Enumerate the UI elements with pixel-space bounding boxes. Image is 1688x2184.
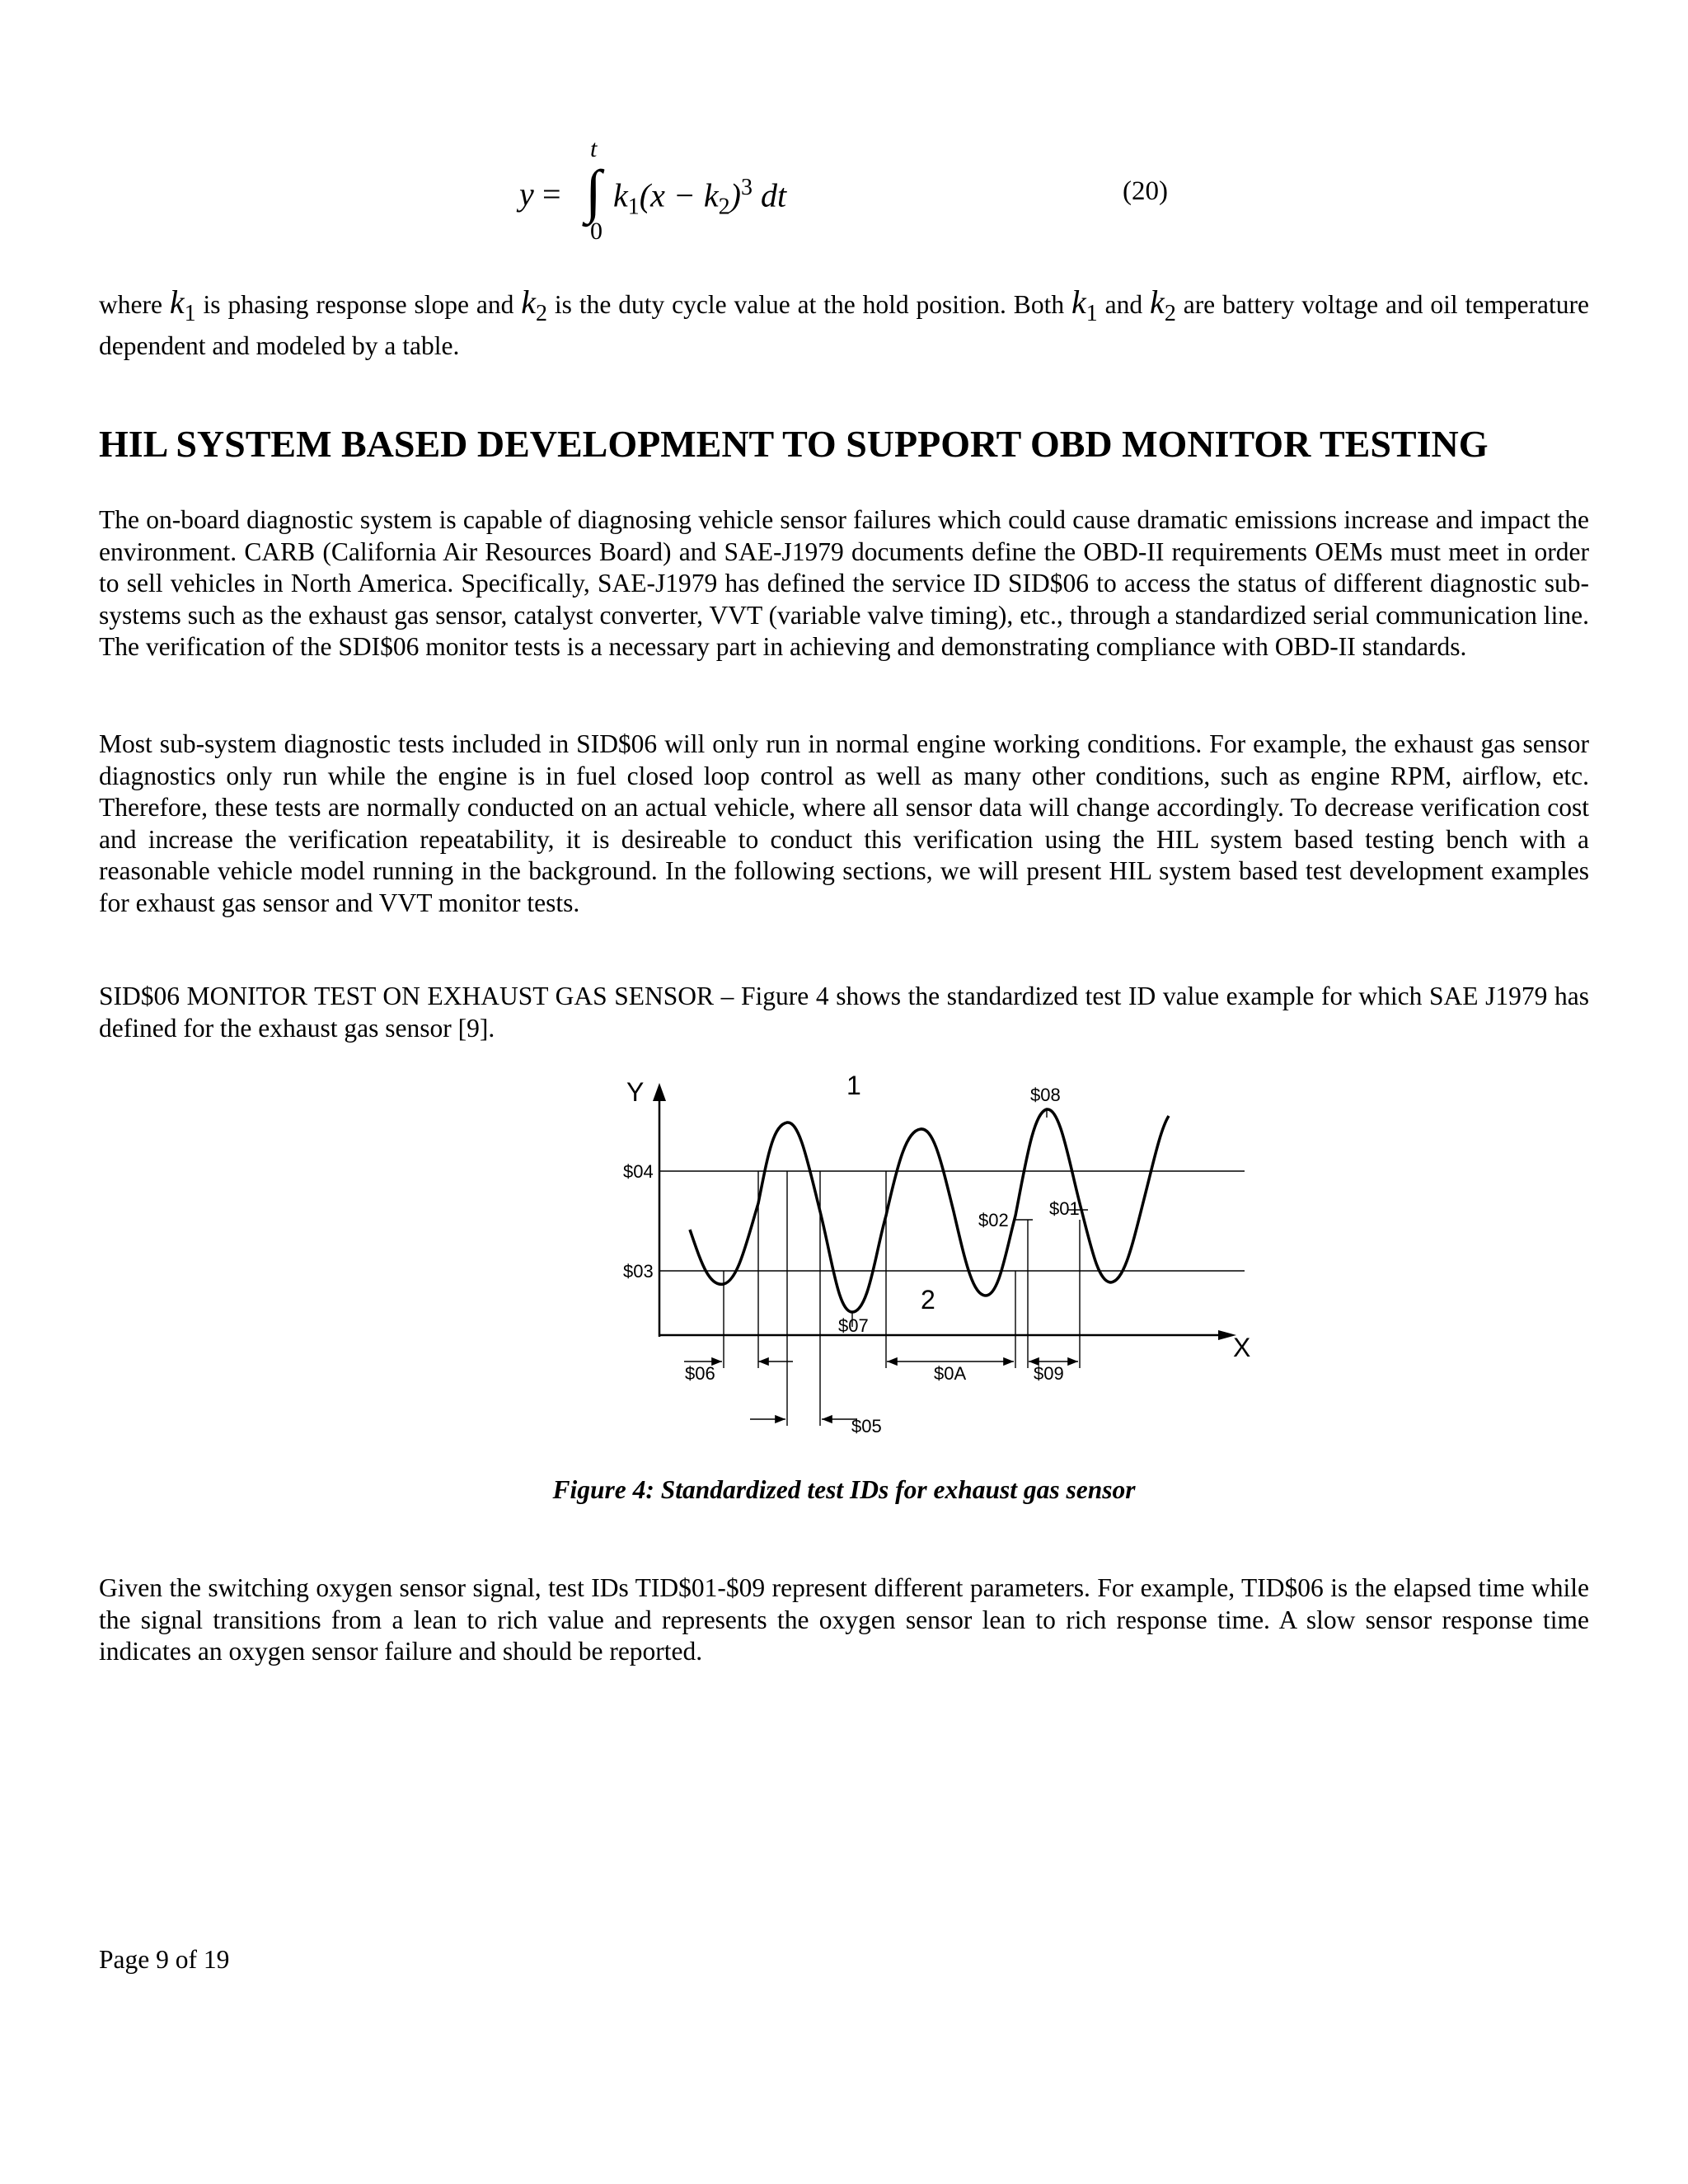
integral-sign: ∫ (585, 158, 602, 224)
tid-0a-label: $0A (934, 1363, 967, 1384)
figure-4-diagram (511, 1063, 1261, 1459)
section-heading: HIL SYSTEM BASED DEVELOPMENT TO SUPPORT OBD MONITOR TESTING (99, 423, 1489, 465)
level-03-label: $03 (623, 1261, 654, 1282)
page-number: Page 9 of 19 (99, 1945, 230, 1974)
level-04-label: $04 (623, 1161, 654, 1182)
tid-05-label: $05 (851, 1416, 882, 1436)
equation-lhs: y (519, 176, 534, 213)
body-paragraph-4: Given the switching oxygen sensor signal, test IDs TID$01-$09 represent different parameters. For example, TID$06 is the elapsed time while the signal transitions from a lean to rich value and represents the oxygen sensor lean to rich response time. A slow sensor response time indicates an oxygen sensor failure and should be reported. (99, 1573, 1589, 1666)
tid-07-label: $07 (838, 1315, 869, 1336)
equation-equals: = (542, 176, 561, 213)
document-page (99, 0, 1589, 2184)
tid-01-label: $01 (1049, 1198, 1080, 1219)
tid-08-label: $08 (1030, 1085, 1061, 1105)
tid-02-label: $02 (978, 1210, 1009, 1230)
curve-label-1: 1 (846, 1071, 861, 1100)
body-paragraph-1: The on-board diagnostic system is capable of diagnosing vehicle sensor failures which could cause dramatic emissions increase and impact the environment. CARB (California Air Resources Board) and SAE-J1979 documents define the OBD-II requirements OEMs must meet in order to sell vehicles in North America. Specifically, SAE-J1979 has defined the service ID SID$06 to access the status of different diagnostic sub-systems such as the exhaust gas sensor, catalyst converter, VVT (variable valve timing), etc., through a standardized serial communication line. The verification of the SDI$06 monitor tests is a necessary part in achieving and demonstrating compliance with OBD-II standards. (99, 505, 1589, 661)
figure-caption: Figure 4: Standardized test IDs for exhaust gas sensor (552, 1475, 1136, 1504)
body-paragraph-3: SID$06 MONITOR TEST ON EXHAUST GAS SENSOR – Figure 4 shows the standardized test ID value example for which SAE J1979 has defined for the exhaust gas sensor [9]. (99, 982, 1589, 1043)
integral-lower-limit: 0 (590, 218, 603, 245)
equation-20 (99, 132, 1589, 264)
tid-09-label: $09 (1034, 1363, 1064, 1384)
where-paragraph: where $k_1$ is phasing response slope and $k_2$ is the duty cycle value at the hold position. Both $k_1$ and $k_2$ are battery voltage and oil temperature dependent and modeled by a table. (99, 284, 1589, 360)
curve-label-2: 2 (921, 1285, 935, 1315)
y-axis-arrow (653, 1083, 666, 1101)
integrand: $k_1(x - k_2)^3$ dt (613, 175, 787, 220)
figure-4 (511, 1063, 1261, 1459)
equation-number: (20) (1123, 176, 1168, 206)
y-axis-label: Y (626, 1077, 645, 1107)
tid-06-label: $06 (685, 1363, 715, 1384)
sensor-signal-curve (690, 1109, 1169, 1312)
x-axis-label: X (1233, 1333, 1251, 1362)
body-paragraph-2: Most sub-system diagnostic tests included in SID$06 will only run in normal engine working conditions. For example, the exhaust gas sensor diagnostics only run while the engine is in fuel closed loop control as well as many other conditions, such as engine RPM, airflow, etc. Therefore, these tests are normally conducted on an actual vehicle, where all sensor data will change accordingly. To decrease verification cost and increase the verification repeatability, it is desireable to conduct this verification using the HIL system based testing bench with a reasonable vehicle model running in the background. In the following sections, we will present HIL system based test development examples for exhaust gas sensor and VVT monitor tests. (99, 729, 1589, 917)
integral-upper-limit: t (590, 135, 598, 162)
